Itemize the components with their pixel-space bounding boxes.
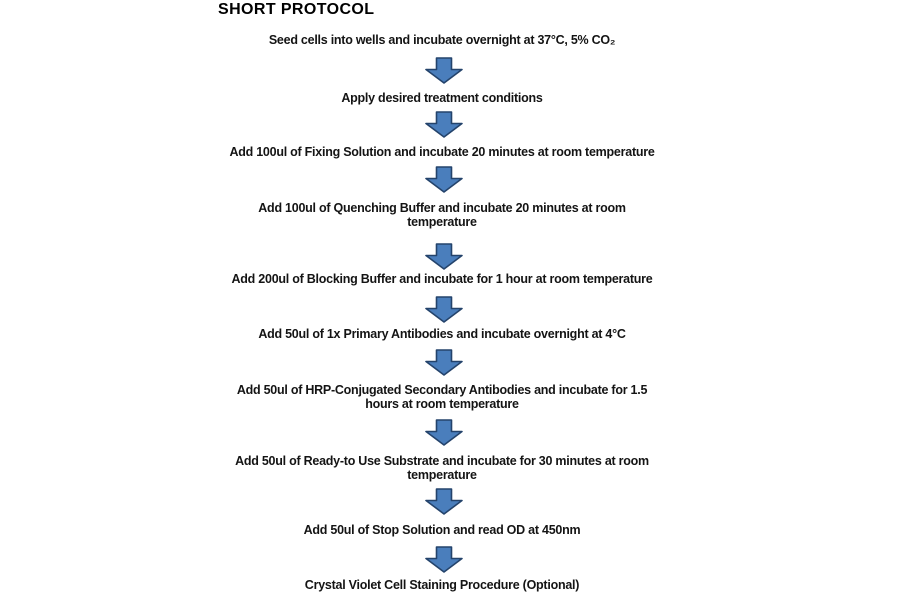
protocol-step-1 [122, 33, 762, 47]
down-arrow-icon [425, 419, 463, 446]
down-arrow-icon [425, 296, 463, 323]
down-arrow-icon [425, 166, 463, 193]
step-text: Apply desired treatment conditions [341, 91, 543, 105]
step-text: Add 200ul of Blocking Buffer and incubate for 1 hour at room temperature [231, 272, 653, 286]
down-arrow-icon [425, 111, 463, 138]
protocol-step-8 [122, 454, 762, 482]
protocol-step-9 [122, 523, 762, 537]
protocol-step-6 [122, 327, 762, 341]
protocol-step-2 [122, 91, 762, 105]
down-arrow-icon [425, 243, 463, 270]
protocol-step-7 [122, 383, 762, 411]
step-text: temperature [407, 468, 477, 482]
step-text: Crystal Violet Cell Staining Procedure (Optional) [304, 578, 580, 592]
step-text: Seed cells into wells and incubate overnight at 37°C, 5% CO₂ [268, 33, 616, 47]
step-text: Add 50ul of 1x Primary Antibodies and incubate overnight at 4°C [258, 327, 626, 341]
down-arrow-icon [425, 349, 463, 376]
step-text: Add 50ul of HRP-Conjugated Secondary Antibodies and incubate for 1.5 [236, 383, 648, 397]
step-text: Add 50ul of Stop Solution and read OD at 450nm [303, 523, 581, 537]
step-text: Add 100ul of Quenching Buffer and incubate 20 minutes at room [258, 201, 626, 215]
down-arrow-icon [425, 488, 463, 515]
protocol-step-5 [122, 272, 762, 286]
step-text: Add 100ul of Fixing Solution and incubate 20 minutes at room temperature [229, 145, 655, 159]
down-arrow-icon [425, 57, 463, 84]
step-text: Add 50ul of Ready-to Use Substrate and incubate for 30 minutes at room [235, 454, 649, 468]
down-arrow-icon [425, 546, 463, 573]
protocol-step-10 [122, 578, 762, 592]
step-text: hours at room temperature [365, 397, 519, 411]
page-title: SHORT PROTOCOL [218, 1, 375, 18]
step-text: temperature [407, 215, 477, 229]
protocol-step-4 [122, 201, 762, 229]
protocol-step-3 [122, 145, 762, 159]
